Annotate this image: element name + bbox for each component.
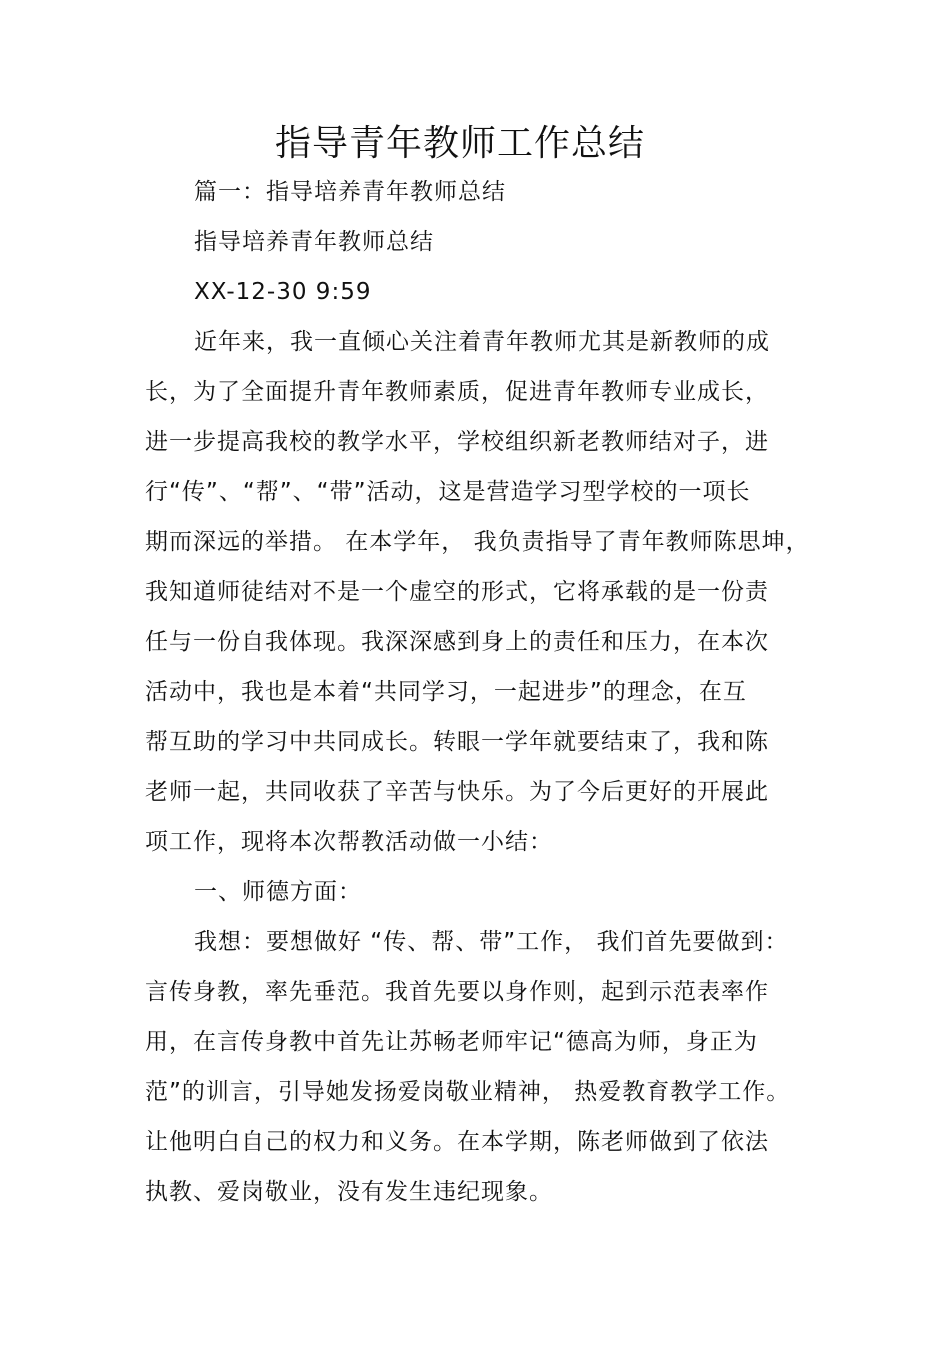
paragraph-line: 行“传”、“帮”、“带”活动，这是营造学习型学校的一项长 bbox=[145, 479, 751, 505]
paragraph-line: 活动中，我也是本着“共同学习，一起进步”的理念，在互 bbox=[145, 679, 747, 705]
paragraph-line: 执教、爱岗敬业，没有发生违纪现象。 bbox=[145, 1179, 553, 1205]
paragraph-line: 期而深远的举措。 在本学年， 我负责指导了青年教师陈思坤， bbox=[145, 529, 810, 555]
paragraph-line: 范”的训言，引导她发扬爱岗敬业精神， 热爱教育教学工作。 bbox=[145, 1079, 791, 1105]
subtitle: 篇一：指导培养青年教师总结 bbox=[194, 179, 506, 205]
date-line: XX-12-30 9:59 bbox=[194, 279, 372, 305]
paragraph-line: 用，在言传身教中首先让苏畅老师牢记“德高为师，身正为 bbox=[145, 1029, 758, 1055]
paragraph-line: 长，为了全面提升青年教师素质，促进青年教师专业成长， bbox=[145, 379, 769, 405]
section-heading: 指导培养青年教师总结 bbox=[194, 229, 434, 255]
paragraph-line: 我想：要想做好 “传、帮、带”工作， 我们首先要做到： bbox=[194, 929, 789, 955]
section-heading-ethics: 一、师德方面： bbox=[194, 879, 362, 905]
paragraph-line: 老师一起，共同收获了辛苦与快乐。为了今后更好的开展此 bbox=[145, 779, 769, 805]
paragraph-line: 近年来，我一直倾心关注着青年教师尤其是新教师的成 bbox=[194, 329, 770, 355]
paragraph-line: 言传身教，率先垂范。我首先要以身作则，起到示范表率作 bbox=[145, 979, 769, 1005]
paragraph-line: 项工作，现将本次帮教活动做一小结： bbox=[145, 829, 553, 855]
paragraph-line: 帮互助的学习中共同成长。转眼一学年就要结束了，我和陈 bbox=[145, 729, 769, 755]
paragraph-line: 任与一份自我体现。我深深感到身上的责任和压力，在本次 bbox=[145, 629, 769, 655]
paragraph-line: 进一步提高我校的教学水平，学校组织新老教师结对子，进 bbox=[145, 429, 769, 455]
document-title: 指导青年教师工作总结 bbox=[274, 123, 645, 164]
paragraph-line: 让他明白自己的权力和义务。在本学期，陈老师做到了依法 bbox=[145, 1129, 769, 1155]
paragraph-line: 我知道师徒结对不是一个虚空的形式，它将承载的是一份责 bbox=[145, 579, 769, 605]
